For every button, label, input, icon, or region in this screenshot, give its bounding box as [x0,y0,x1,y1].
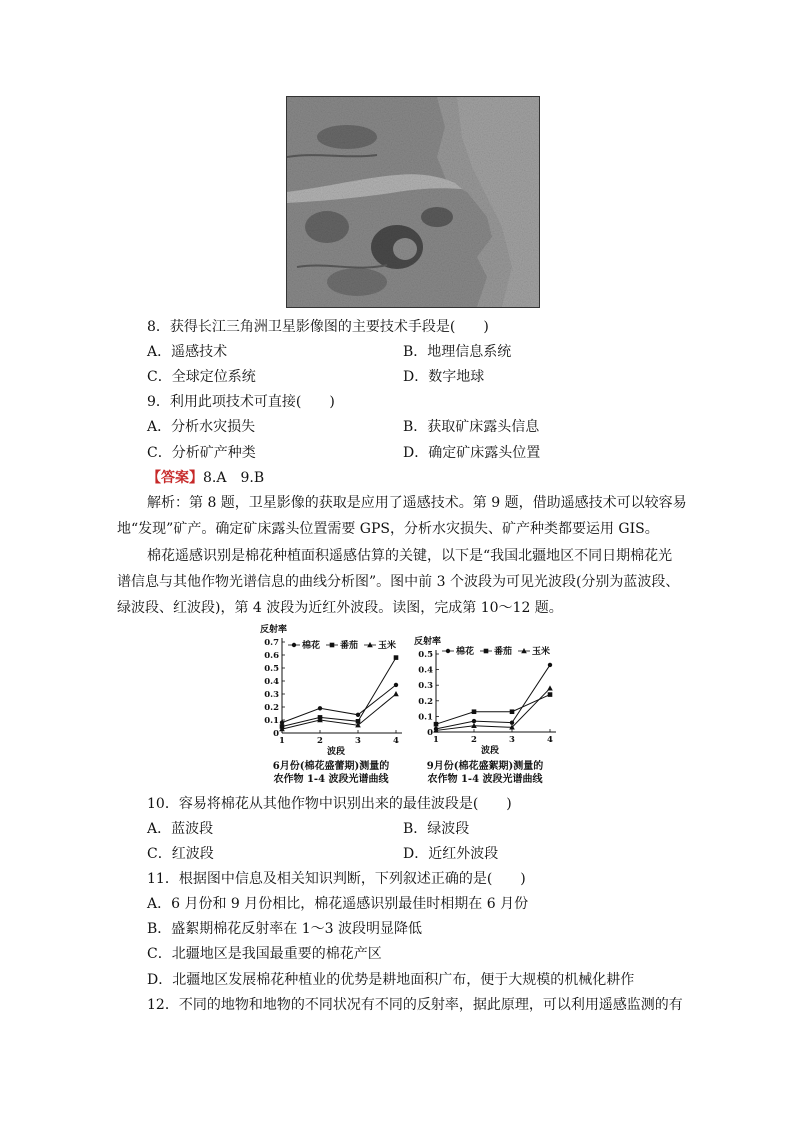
chart-june [256,622,406,757]
data-point [393,691,399,696]
q9-option-b: B．获取矿床露头信息 [403,419,540,435]
chart-x-tick-label: 3 [509,735,515,745]
answer-line [147,468,264,488]
chart-june-caption-2: 农作物 1-4 波段光谱曲线 [273,774,389,785]
data-point [434,722,439,727]
chart-x-tick-label: 4 [393,736,399,746]
q8-option-d: D．数字地球 [403,369,485,385]
intro-line-2: 谱信息与其他作物光谱信息的曲线分析图”。图中前 3 个波段为可见光波段(分别为蓝波段、 [117,574,680,590]
data-point [394,683,398,687]
q8-option-c: C．全球定位系统 [147,369,256,385]
data-point [472,719,476,723]
data-point [510,720,514,724]
answer-tag: 【答案】 [147,470,203,486]
chart-y-tick-label: 0.4 [264,677,279,687]
chart-legend [442,645,550,657]
q8-option-b: B．地理信息系统 [403,344,512,360]
q11-option-a: A．6 月份和 9 月份相比，棉花遥感识别最佳时相期在 6 月份 [147,896,529,912]
chart-y-tick-label: 0.1 [418,712,433,723]
q11-stem: 11．根据图中信息及相关知识判断，下列叙述正确的是( ) [147,871,526,887]
satellite-image-graphic [287,97,539,307]
q11-option-d: D．北疆地区发展棉花种植业的优势是耕地面积广布，便于大规模的机械化耕作 [147,972,635,988]
series-line [436,688,550,730]
analysis-line-1: 解析：第 8 题，卫星影像的获取是应用了遥感技术。第 9 题，借助遥感技术可以较容易 [147,495,687,511]
q11-option-b: B．盛絮期棉花反射率在 1～3 波段明显降低 [147,921,423,937]
legend-marker-triangle [521,648,527,653]
chart-xlabel: 波段 [326,747,346,757]
chart-september-caption-1: 9月份(棉花盛絮期)测量的 [426,761,544,772]
legend-marker-square [484,649,489,654]
chart-september-svg [410,634,560,756]
data-point [280,720,284,724]
chart-september-caption-2: 农作物 1-4 波段光谱曲线 [427,774,543,785]
q9-option-c: C．分析矿产种类 [147,445,256,461]
chart-y-tick-label: 0.3 [418,681,433,692]
q10-option-c: C．红波段 [147,846,214,862]
chart-ylabel: 反射率 [414,637,442,647]
answer-text: 8.A 9.B [203,470,265,486]
chart-june-caption-1: 6月份(棉花盛蕾期)测量的 [272,761,390,772]
data-point [548,692,553,697]
q9-option-d: D．确定矿床露头位置 [403,445,541,461]
q10-option-a: A．蓝波段 [147,821,214,837]
data-point [548,663,552,667]
chart-x-tick-label: 1 [433,735,439,745]
data-point [547,685,553,690]
q9-option-a: A．分析水灾损失 [147,419,256,435]
chart-x-tick-label: 2 [317,736,323,746]
q10-stem: 10．容易将棉花从其他作物中识别出来的最佳波段是( ) [147,796,512,812]
series-square [280,655,399,729]
chart-y-tick-label: 0.2 [418,696,433,707]
chart-x-tick-label: 4 [547,735,553,745]
chart-y-tick-label: 0.5 [264,664,279,674]
data-point [356,713,360,717]
chart-september [410,634,560,756]
legend-marker-triangle [367,642,373,647]
chart-y-tick-label: 0.3 [264,690,279,700]
legend-label: 玉米 [532,647,551,657]
chart-y-tick-label: 0.5 [418,650,433,660]
analysis-line-2: 地“发现”矿产。确定矿床露头位置需要 GPS，分析水灾损失、矿产种类都要运用 GIS。 [117,521,659,537]
q10-option-d: D．近红外波段 [403,846,499,862]
chart-y-tick-label: 0.6 [264,651,279,661]
legend-label: 玉米 [378,641,397,651]
chart-y-tick-label: 0.7 [264,638,279,648]
chart-y-tick-label: 0.2 [264,703,279,713]
intro-line-3: 绿波段、红波段)，第 4 波段为近红外波段。读图，完成第 10～12 题。 [117,600,563,616]
q10-option-b: B．绿波段 [403,821,470,837]
series-line [436,695,550,725]
series-circle [434,663,552,731]
chart-june-svg [256,622,406,757]
data-point [472,709,477,714]
data-point [510,709,515,714]
data-point [394,655,399,660]
legend-marker-circle [446,649,450,653]
q12-stem: 12．不同的地物和地物的不同状况有不同的反射率，据此原理，可以利用遥感监测的有 [147,997,683,1013]
q8-stem: 8．获得长江三角洲卫星影像图的主要技术手段是( ) [147,319,489,335]
series-line [282,685,396,723]
chart-x-tick-label: 1 [279,736,285,746]
legend-label: 棉花 [302,641,321,651]
legend-label: 番茄 [340,641,359,651]
data-point [318,706,322,710]
q11-option-c: C．北疆地区是我国最重要的棉花产区 [147,946,382,962]
intro-line-1: 棉花遥感识别是棉花种植面积遥感估算的关键，以下是“我国北疆地区不同日期棉花光 [147,548,673,564]
chart-y-tick-label: 0.4 [418,665,433,676]
series-circle [280,683,398,725]
chart-y-tick-label: 0 [273,729,279,739]
legend-marker-circle [292,643,296,647]
chart-x-tick-label: 2 [471,735,477,745]
series-line [436,665,550,729]
legend-marker-square [330,643,335,648]
chart-legend [288,639,396,651]
chart-x-tick-label: 3 [355,736,361,746]
chart-y-tick-label: 0 [427,728,433,738]
chart-y-tick-label: 0.1 [264,716,279,726]
legend-label: 番茄 [494,647,513,657]
chart-xlabel: 波段 [480,746,500,756]
q9-stem: 9．利用此项技术可直接( ) [147,394,335,410]
satellite-image [286,96,540,308]
q8-option-a: A．遥感技术 [147,344,228,360]
legend-label: 棉花 [456,647,475,657]
chart-ylabel: 反射率 [260,625,288,635]
